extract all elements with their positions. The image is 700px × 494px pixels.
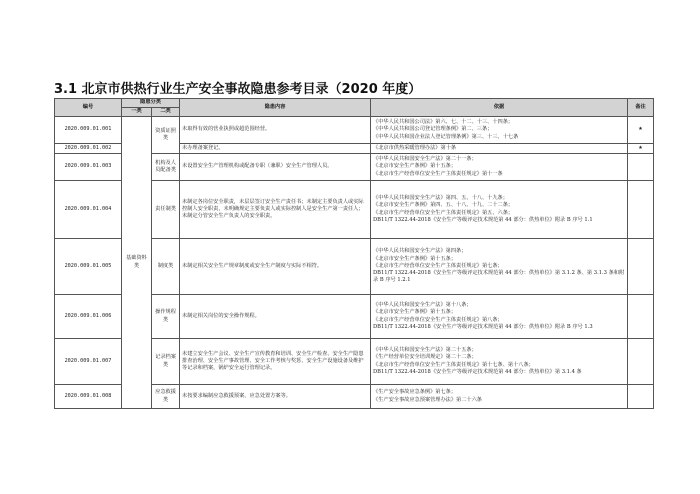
row-content: 未制定相关岗位的安全操作规程。 <box>180 295 371 339</box>
basis-line: DB11/T 1322.44-2018《安全生产等级评定技术规范第 44 部分：供热单位》附录 B 序号 1.3 <box>373 323 593 330</box>
row-basis <box>371 144 628 154</box>
row-content: 未设置安全生产管理机构或配备专职（兼职）安全生产管理人员。 <box>180 154 371 181</box>
row-content: 未制定各岗位安全职责，未层层签订安全生产责任书；未制定主要负责人或实际控制人安全职责，未明确规定主要负责人或实际控制人是安全生产第一责任人；未制定分管安全生产负责人的安全职责。 <box>180 181 371 239</box>
header-code: 编号 <box>55 99 122 117</box>
row-basis <box>371 154 628 181</box>
row-basis <box>371 385 628 409</box>
basis-line: 《中华人民共和国公司法》第六、七、十二、十三、十四条； <box>373 119 514 126</box>
basis-line: 《北京市供热采暖管理办法》第十条 <box>373 144 457 151</box>
basis-line: 《中华人民共和国企业法人登记管理条例》第三、十三、十七条 <box>373 133 519 140</box>
basis-line: 《北京市安全生产条例》第十五条； <box>373 163 457 170</box>
basis-line: 《北京市生产经营单位安全生产主体责任规定》第七条； <box>373 262 503 269</box>
row-code: 2020.009.01.006 <box>55 295 122 339</box>
table-row <box>55 117 654 144</box>
basis-line: 《北京市生产经营单位安全生产主体责任规定》第十一条 <box>373 170 503 177</box>
row-content: 未按要求编制应急救援预案、应急处置方案等。 <box>180 385 371 409</box>
basis-line: 《中华人民共和国安全生产法》第十八条； <box>373 302 472 309</box>
row-code: 2020.009.01.004 <box>55 181 122 239</box>
row-note <box>628 295 654 339</box>
basis-line: 《中华人民共和国安全生产法》第四、五、十八、十九条； <box>373 195 508 202</box>
page-title: 3.1 北京市供热行业生产安全事故隐患参考目录（2020 年度） <box>54 82 422 97</box>
header-basis: 依据 <box>371 99 628 117</box>
row-code: 2020.009.01.001 <box>55 117 122 144</box>
row-cat2: 记录档案类 <box>152 339 180 385</box>
basis-line: 《中华人民共和国安全生产法》第二十五条； <box>373 347 477 354</box>
cat1-label: 基础资料类 <box>126 255 147 269</box>
row-cat2: 操作规程类 <box>152 295 180 339</box>
basis-line: 《北京市安全生产条例》第十五条； <box>373 255 457 262</box>
row-basis <box>371 339 628 385</box>
row-basis <box>371 295 628 339</box>
row-content: 未取得有效的营业执照或超范围经营。 <box>180 117 371 144</box>
header-note: 备注 <box>628 99 654 117</box>
hazard-table <box>54 98 654 409</box>
basis-line: 《生产经营单位安全培训规定》第二十二条； <box>373 354 477 361</box>
basis-line: 《中华人民共和国公司登记管理条例》第二、三条； <box>373 126 493 133</box>
row-note-star: ★ <box>628 117 654 144</box>
row-content: 未制定相关安全生产规章制度或安全生产制度与实际不相符。 <box>180 239 371 295</box>
row-cat2: 应急救援类 <box>152 385 180 409</box>
row-code: 2020.009.01.007 <box>55 339 122 385</box>
row-note <box>628 339 654 385</box>
basis-line: 《北京市安全生产条例》第十五条； <box>373 309 457 316</box>
basis-line: 《北京市生产经营单位安全生产主体责任规定》第八条； <box>373 316 503 323</box>
header-content: 隐患内容 <box>180 99 371 117</box>
row-basis <box>371 117 628 144</box>
row-cat2: 资质证照类 <box>152 117 180 154</box>
basis-line: DB11/T 1322.44-2018《安全生产等级评定技术规范第 44 部分：供热单位》第 3.1.4 条 <box>373 368 582 375</box>
row-basis <box>371 181 628 239</box>
row-cat1 <box>122 117 152 409</box>
basis-line: 《北京市生产经营单位安全生产主体责任规定》第五、六条； <box>373 209 514 216</box>
row-code: 2020.009.01.005 <box>55 239 122 295</box>
row-basis <box>371 239 628 295</box>
basis-line: 《生产安全事故应急条例》第七条； <box>373 389 457 396</box>
row-content: 未办理备案登记。 <box>180 144 371 154</box>
row-note-star: ★ <box>628 144 654 154</box>
row-cat2: 责任制类 <box>152 181 180 239</box>
row-code: 2020.009.01.003 <box>55 154 122 181</box>
row-note <box>628 154 654 181</box>
row-cat2: 制度类 <box>152 239 180 295</box>
basis-line: 《北京市生产经营单位安全生产主体责任规定》第十七条、第十八条； <box>373 361 534 368</box>
row-cat2: 机构及人员配备类 <box>152 154 180 181</box>
row-note <box>628 181 654 239</box>
header-category: 隐患分类 <box>122 99 180 108</box>
basis-line: 《中华人民共和国安全生产法》第二十一条； <box>373 156 477 163</box>
header-cat1: 一类 <box>122 108 152 117</box>
row-code: 2020.009.01.002 <box>55 144 122 154</box>
basis-line: 《中华人民共和国安全生产法》第四条； <box>373 248 467 255</box>
basis-line: DB11/T 1322.44-2018《安全生产等级评定技术规范第 44 部分：供热单位》附录 B 序号 1.1 <box>373 216 593 223</box>
row-note <box>628 239 654 295</box>
row-content: 未建立安全生产会议、安全生产宣传教育和培训、安全生产检查、安全生产隐患排查治理、安全生产事故管理、安全工作考核与奖惩、安全生产设施设备及维护等记录和档案，锅炉安全运行管理记录。 <box>180 339 371 385</box>
row-note <box>628 385 654 409</box>
basis-line: 《生产安全事故应急预案管理办法》第二十六条 <box>373 396 482 403</box>
header-cat2: 二类 <box>152 108 180 117</box>
basis-line: DB11/T 1322.44-2018《安全生产等级评定技术规范第 44 部分：供热单位》第 3.1.2 条、第 3.1.3 条和附录 B 序号 1.2.1 <box>373 270 625 284</box>
row-code: 2020.009.01.008 <box>55 385 122 409</box>
basis-line: 《北京市安全生产条例》第四、五、十八、十九、二十二条； <box>373 202 514 209</box>
